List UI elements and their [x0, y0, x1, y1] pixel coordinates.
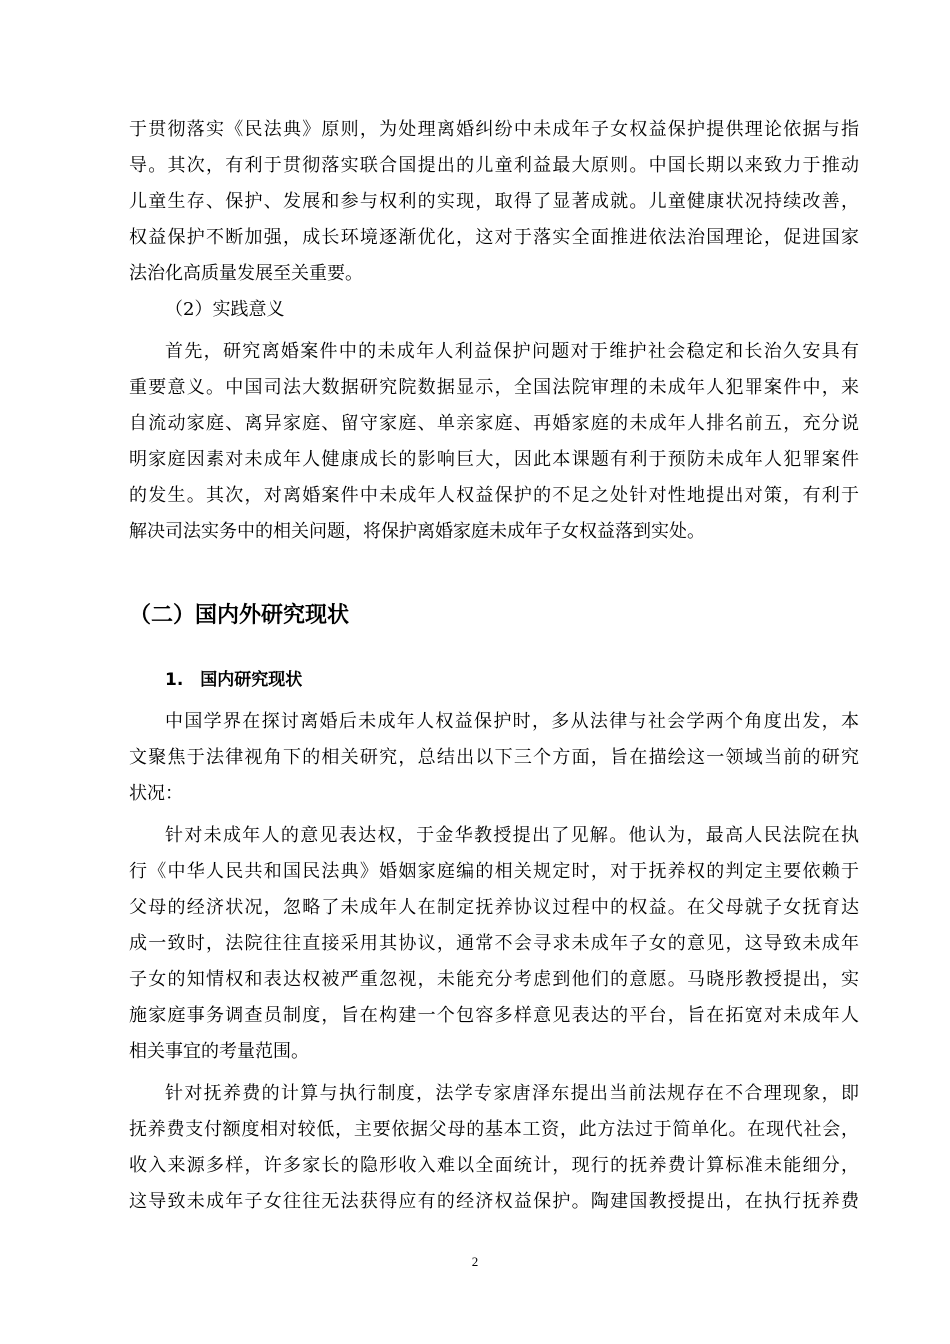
paragraph-line: 相关事宜的考量范围。 — [129, 1041, 309, 1062]
paragraph-line: 于贯彻落实《民法典》原则，为处理离婚纠纷中未成年子女权益保护提供理论依据与指 — [129, 119, 859, 140]
paragraph-line: 自流动家庭、离异家庭、留守家庭、单亲家庭、再婚家庭的未成年人排名前五，充分说 — [129, 413, 859, 434]
paragraph-line: 儿童生存、保护、发展和参与权利的实现，取得了显著成就。儿童健康状况持续改善， — [129, 191, 859, 212]
paragraph-line: 解决司法实务中的相关问题，将保护离婚家庭未成年子女权益落到实处。 — [129, 521, 705, 542]
paragraph-line: 中国学界在探讨离婚后未成年人权益保护时，多从法律与社会学两个角度出发，本 — [165, 711, 859, 732]
paragraph-line: 父母的经济状况，忽略了未成年人在制定抚养协议过程中的权益。在父母就子女抚育达 — [129, 897, 859, 918]
paragraph-line: 成一致时，法院往往直接采用其协议，通常不会寻求未成年子女的意见，这导致未成年 — [129, 933, 859, 954]
page-number: 2 — [471, 1254, 479, 1269]
paragraph-line: 收入来源多样，许多家长的隐形收入难以全面统计，现行的抚养费计算标准未能细分， — [129, 1155, 859, 1176]
paragraph-line: 这导致未成年子女往往无法获得应有的经济权益保护。陶建国教授提出，在执行抚养费 — [129, 1191, 859, 1212]
paragraph-line: 针对未成年人的意见表达权，于金华教授提出了见解。他认为，最高人民法院在执 — [165, 825, 859, 846]
paragraph-line: 权益保护不断加强，成长环境逐渐优化，这对于落实全面推进依法治国理论，促进国家 — [129, 227, 859, 248]
paragraph-line: 针对抚养费的计算与执行制度，法学专家唐泽东提出当前法规存在不合理现象，即 — [165, 1083, 859, 1104]
subsection-heading: 1. 国内研究现状 — [165, 670, 303, 690]
paragraph-line: 重要意义。中国司法大数据研究院数据显示，全国法院审理的未成年人犯罪案件中，来 — [129, 377, 859, 398]
paragraph-line: 导。其次，有利于贯彻落实联合国提出的儿童利益最大原则。中国长期以来致力于推动 — [129, 155, 859, 176]
paragraph-line: 文聚焦于法律视角下的相关研究，总结出以下三个方面，旨在描绘这一领域当前的研究 — [129, 747, 859, 768]
paragraph-line: 首先，研究离婚案件中的未成年人利益保护问题对于维护社会稳定和长治久安具有 — [165, 341, 859, 362]
paragraph-line: 抚养费支付额度相对较低，主要依据父母的基本工资，此方法过于简单化。在现代社会， — [129, 1119, 859, 1140]
section-heading: （二）国内外研究现状 — [129, 603, 350, 628]
paragraph-line: 明家庭因素对未成年人健康成长的影响巨大，因此本课题有利于预防未成年人犯罪案件 — [129, 449, 859, 470]
paragraph-line: 状况： — [129, 783, 183, 804]
paragraph-line: 法治化高质量发展至关重要。 — [129, 263, 363, 284]
paragraph-line: 行《中华人民共和国民法典》婚姻家庭编的相关规定时，对于抚养权的判定主要依赖于 — [129, 861, 859, 882]
paragraph-line: 的发生。其次，对离婚案件中未成年人权益保护的不足之处针对性地提出对策，有利于 — [129, 485, 859, 506]
subsection-label: （2）实践意义 — [165, 299, 285, 320]
paragraph-line: 施家庭事务调查员制度，旨在构建一个包容多样意见表达的平台，旨在拓宽对未成年人 — [129, 1005, 859, 1026]
paragraph-line: 子女的知情权和表达权被严重忽视，未能充分考虑到他们的意愿。马晓彤教授提出，实 — [129, 969, 859, 990]
